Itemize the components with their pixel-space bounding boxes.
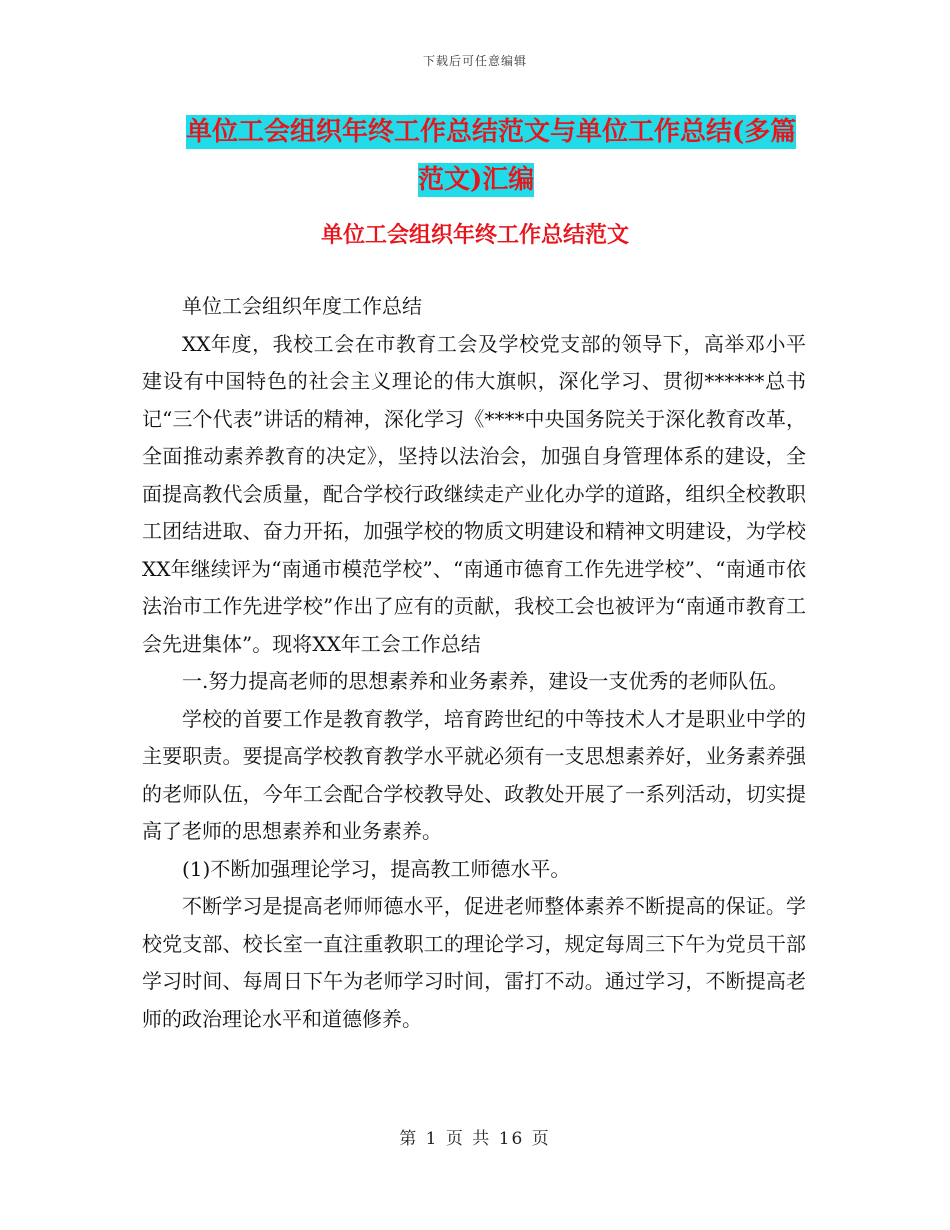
document-title-line-1: 单位工会组织年终工作总结范文与单位工作总结(多篇 (186, 117, 797, 147)
page-header-note: 下载后可任意编辑 (422, 54, 527, 68)
paragraph: 不断学习是提高老师师德水平，促进老师整体素养不断提高的保证。学校党支部、校长室一直注重教职工的理论学习，规定每周三下午为党员干部学习时间、每周日下午为老师学习时间，雷打不动。通过学习，不断提高老师的政治理论水平和道德修养。 (142, 894, 806, 1031)
document-title (186, 108, 826, 204)
paragraph-intro: XX年度，我校工会在市教育工会及学校党支部的领导下，高举邓小平建设有中国特色的社会主义理论的伟大旗帜，深化学习、贯彻******总书记“三个代表”讲话的精神，深化学习《****中央国务院关于深化教育改革，全面推动素养教育的决定》，坚持以法治会，加强自身管理体系的建设，全面提高教代会质量，配合学校行政继续走产业化办学的道路，组织全校教职工团结进取、奋力开拓，加强学校的物质文明建设和精神文明建设，为学校XX年继续评为“南通市模范学校”、“南通市德育工作先进学校”、“南通市依法治市工作先进学校”作出了应有的贡献，我校工会也被评为“南通市教育工会先进集体”。现将XX年工会工作总结 (142, 331, 806, 656)
paragraph-subtitle: 单位工会组织年度工作总结 (182, 294, 422, 318)
page-number: 第 1 页 共 16 页 (399, 1129, 551, 1149)
document-title-line-2: 范文)汇编 (418, 165, 535, 195)
paragraph-heading-1: 一.努力提高老师的思想素养和业务素养，建设一支优秀的老师队伍。 (182, 669, 789, 693)
document-body (142, 288, 806, 1038)
section-title: 单位工会组织年终工作总结范文 (320, 222, 629, 248)
paragraph: 学校的首要工作是教育教学，培育跨世纪的中等技术人才是职业中学的主要职责。要提高学校教育教学水平就必须有一支思想素养好，业务素养强的老师队伍，今年工会配合学校教导处、政教处开展了一系列活动，切实提高了老师的思想素养和业务素养。 (142, 706, 806, 843)
paragraph-subheading: (1)不断加强理论学习，提高教工师德水平。 (182, 856, 571, 881)
